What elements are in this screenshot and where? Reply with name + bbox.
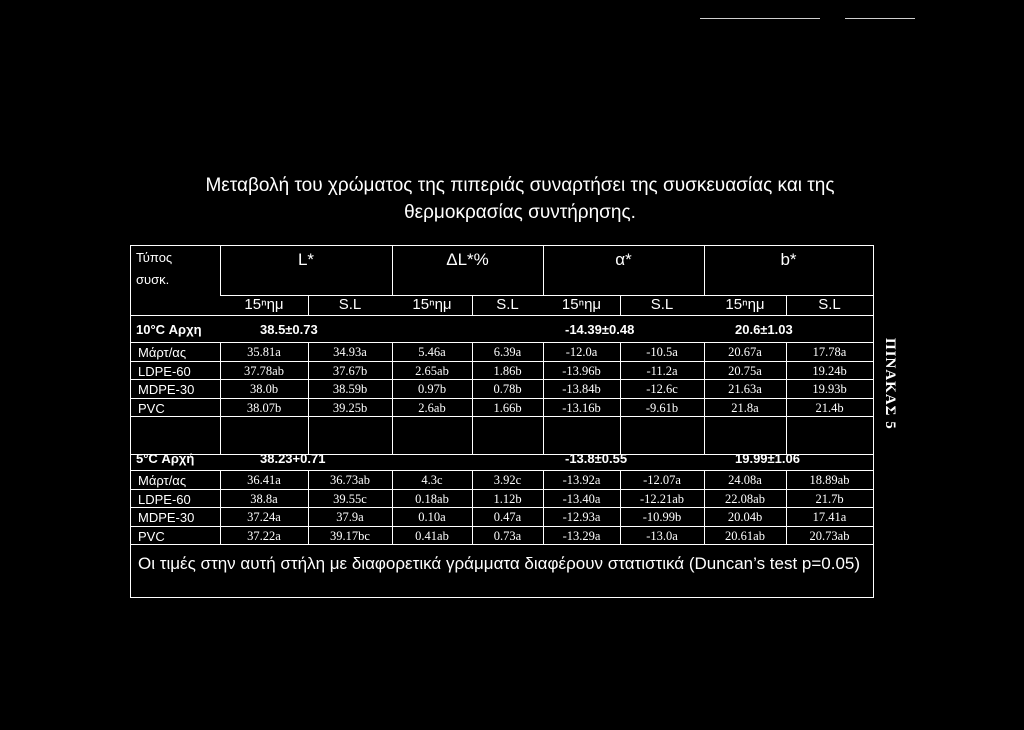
header-subcol-6: 15ⁿημ [725, 296, 765, 313]
table-cell: 0.41ab [415, 528, 449, 543]
table-cell: 21.7b [815, 491, 844, 506]
table-cell: 17.41a [812, 510, 847, 524]
header-type-label-2: συσκ. [136, 272, 170, 287]
table-cell: 2.6ab [418, 400, 446, 415]
table-cell: -13.16b [562, 400, 601, 415]
section-rule [130, 470, 873, 471]
row-name: LDPE-60 [138, 491, 191, 507]
row-rule [130, 379, 873, 380]
header-group-2: α* [615, 250, 632, 269]
table-cell: 5.46a [418, 345, 446, 359]
row-name: PVC [138, 528, 165, 544]
table-cell: 0.18ab [415, 491, 449, 506]
table-cell: 0.78b [493, 382, 522, 396]
column-divider [620, 342, 621, 454]
table-cell: -12.93a [562, 510, 601, 524]
table-border-right [873, 245, 874, 597]
table-cell: -12.21ab [639, 491, 685, 506]
row-name: MDPE-30 [138, 382, 195, 397]
column-divider [220, 470, 221, 544]
table-border-top [130, 245, 874, 246]
table-cell: 17.78a [812, 345, 847, 359]
row-rule [130, 507, 873, 508]
column-divider [620, 470, 621, 544]
column-divider [704, 470, 705, 544]
table-cell: -13.96b [562, 363, 601, 378]
table-cell: 38.59b [332, 382, 368, 396]
table-cell: 21.63a [728, 382, 762, 396]
column-divider [543, 470, 544, 544]
row-name: Μάρτ/ας [138, 345, 187, 360]
header-subcol-3: S.L [496, 296, 519, 313]
header-subcol-2: 15ⁿημ [412, 296, 452, 313]
row-name: PVC [138, 400, 165, 416]
table-cell: 19.93b [812, 382, 847, 396]
header-bottom-rule [130, 315, 873, 316]
table-cell: 22.08ab [725, 491, 765, 506]
b-start: 19.99±1.06 [735, 451, 800, 466]
column-divider [308, 470, 309, 544]
table-cell: 3.92c [493, 473, 522, 487]
table-cell: 38.0b [249, 382, 279, 396]
column-divider [704, 342, 705, 454]
column-divider [543, 342, 544, 454]
header-type-label: Τύπος [136, 250, 173, 265]
header-subcol-1: S.L [338, 296, 362, 313]
b-start: 20.6±1.03 [735, 322, 793, 337]
table-cell: 20.67a [728, 345, 762, 359]
table-cell: 38.8a [250, 491, 278, 506]
column-divider [786, 470, 787, 544]
table-cell: -13.92a [562, 473, 601, 487]
header-group-0: L* [297, 250, 315, 269]
table-cell: 35.81a [247, 345, 281, 359]
table-cell: 1.66b [493, 400, 522, 415]
title-line-1: Μεταβολή του χρώματος της πιπεριάς συναρτήσει της συσκευασίας και της [205, 175, 835, 196]
table-cell: 36.73ab [330, 473, 370, 487]
table-cell: 20.73ab [809, 528, 850, 543]
column-divider [392, 470, 393, 544]
table-cell: 0.97b [417, 382, 447, 396]
table-cell: 37.78ab [244, 363, 284, 378]
table-cell: 1.86b [493, 363, 522, 378]
header-group-1: ΔL*% [446, 250, 489, 269]
column-divider [472, 470, 473, 544]
header-subcol-0: 15ⁿημ [244, 296, 284, 313]
table-cell: 37.24a [247, 510, 281, 524]
table-cell: -13.29a [562, 528, 601, 543]
table-cell: -9.61b [645, 400, 679, 415]
section-label: 10°C Αρχη [136, 322, 202, 337]
table-cell: 37.9a [336, 510, 364, 524]
table-cell: 0.47a [493, 510, 522, 524]
row-rule [130, 489, 873, 490]
row-rule [130, 398, 873, 399]
column-divider [220, 342, 221, 454]
a-start: -13.8±0.55 [565, 451, 628, 466]
column-divider [786, 342, 787, 454]
table-border-bottom [130, 597, 874, 598]
table-cell: 0.73a [493, 528, 522, 543]
table-cell: 21.4b [815, 400, 844, 415]
column-divider [308, 342, 309, 454]
header-subcol-4: 15ⁿημ [561, 296, 602, 313]
row-rule [130, 526, 873, 527]
table-cell: 24.08a [728, 473, 762, 487]
a-start: -14.39±0.48 [565, 322, 635, 337]
table-cell: -13.84b [562, 382, 601, 396]
table-cell: -12.0a [565, 345, 598, 359]
header-group-3: b* [780, 250, 797, 269]
table-cell: 0.10a [418, 510, 446, 524]
L-start: 38.5±0.73 [260, 322, 318, 337]
table-cell: 1.12b [493, 491, 522, 506]
title-line-2: θερμοκρασίας συντήρησης. [404, 202, 636, 223]
table-cell: 37.67b [332, 363, 368, 378]
table-number-label: ΠΙΝΑΚΑΣ 5 [882, 338, 898, 430]
footnote: Οι τιμές στην αυτή στήλη με διαφορετικά γράμματα διαφέρουν στατιστικά (Duncan’s test p=0.05) [138, 554, 861, 573]
table-cell: 19.24b [812, 363, 847, 378]
header-subcol-5: S.L [650, 296, 674, 313]
section-label: 5°C Αρχή [136, 451, 195, 466]
table-cell: 37.22a [247, 528, 281, 543]
table-cell: 34.93a [333, 345, 367, 359]
table-cell: 4.3c [421, 473, 443, 487]
column-divider [472, 342, 473, 454]
table-cell: 18.89ab [809, 473, 850, 487]
table-cell: 20.04b [727, 510, 763, 524]
L-start: 38.23+0.71 [260, 451, 326, 466]
row-rule [130, 416, 873, 417]
table-cell: 38.07b [246, 400, 282, 415]
table-cell: 39.17bc [330, 528, 370, 543]
table-cell: -13.0a [646, 528, 678, 543]
row-name: LDPE-60 [138, 363, 191, 379]
row-rule [130, 361, 873, 362]
table-cell: 20.61ab [725, 528, 765, 543]
column-divider [392, 342, 393, 454]
table-cell: 2.65ab [415, 363, 449, 378]
table-cell: -10.5a [646, 345, 678, 359]
header-subcol-7: S.L [818, 296, 841, 313]
table-cell: 39.55c [333, 491, 367, 506]
table-cell: 39.25b [332, 400, 368, 415]
table-cell: -12.07a [643, 473, 681, 487]
table-cell: 20.75a [728, 363, 762, 378]
table-cell: -10.99b [642, 510, 682, 524]
row-rule [130, 544, 873, 545]
row-name: Μάρτ/ας [138, 473, 187, 488]
row-name: MDPE-30 [138, 510, 195, 525]
table-cell: 36.41a [247, 473, 281, 487]
table-cell: -13.40a [562, 491, 601, 506]
table-cell: 6.39a [493, 345, 522, 359]
table-cell: -12.6c [646, 382, 678, 396]
section-rule [130, 342, 873, 343]
table-cell: 21.8a [731, 400, 759, 415]
table-cell: -11.2a [646, 363, 678, 378]
